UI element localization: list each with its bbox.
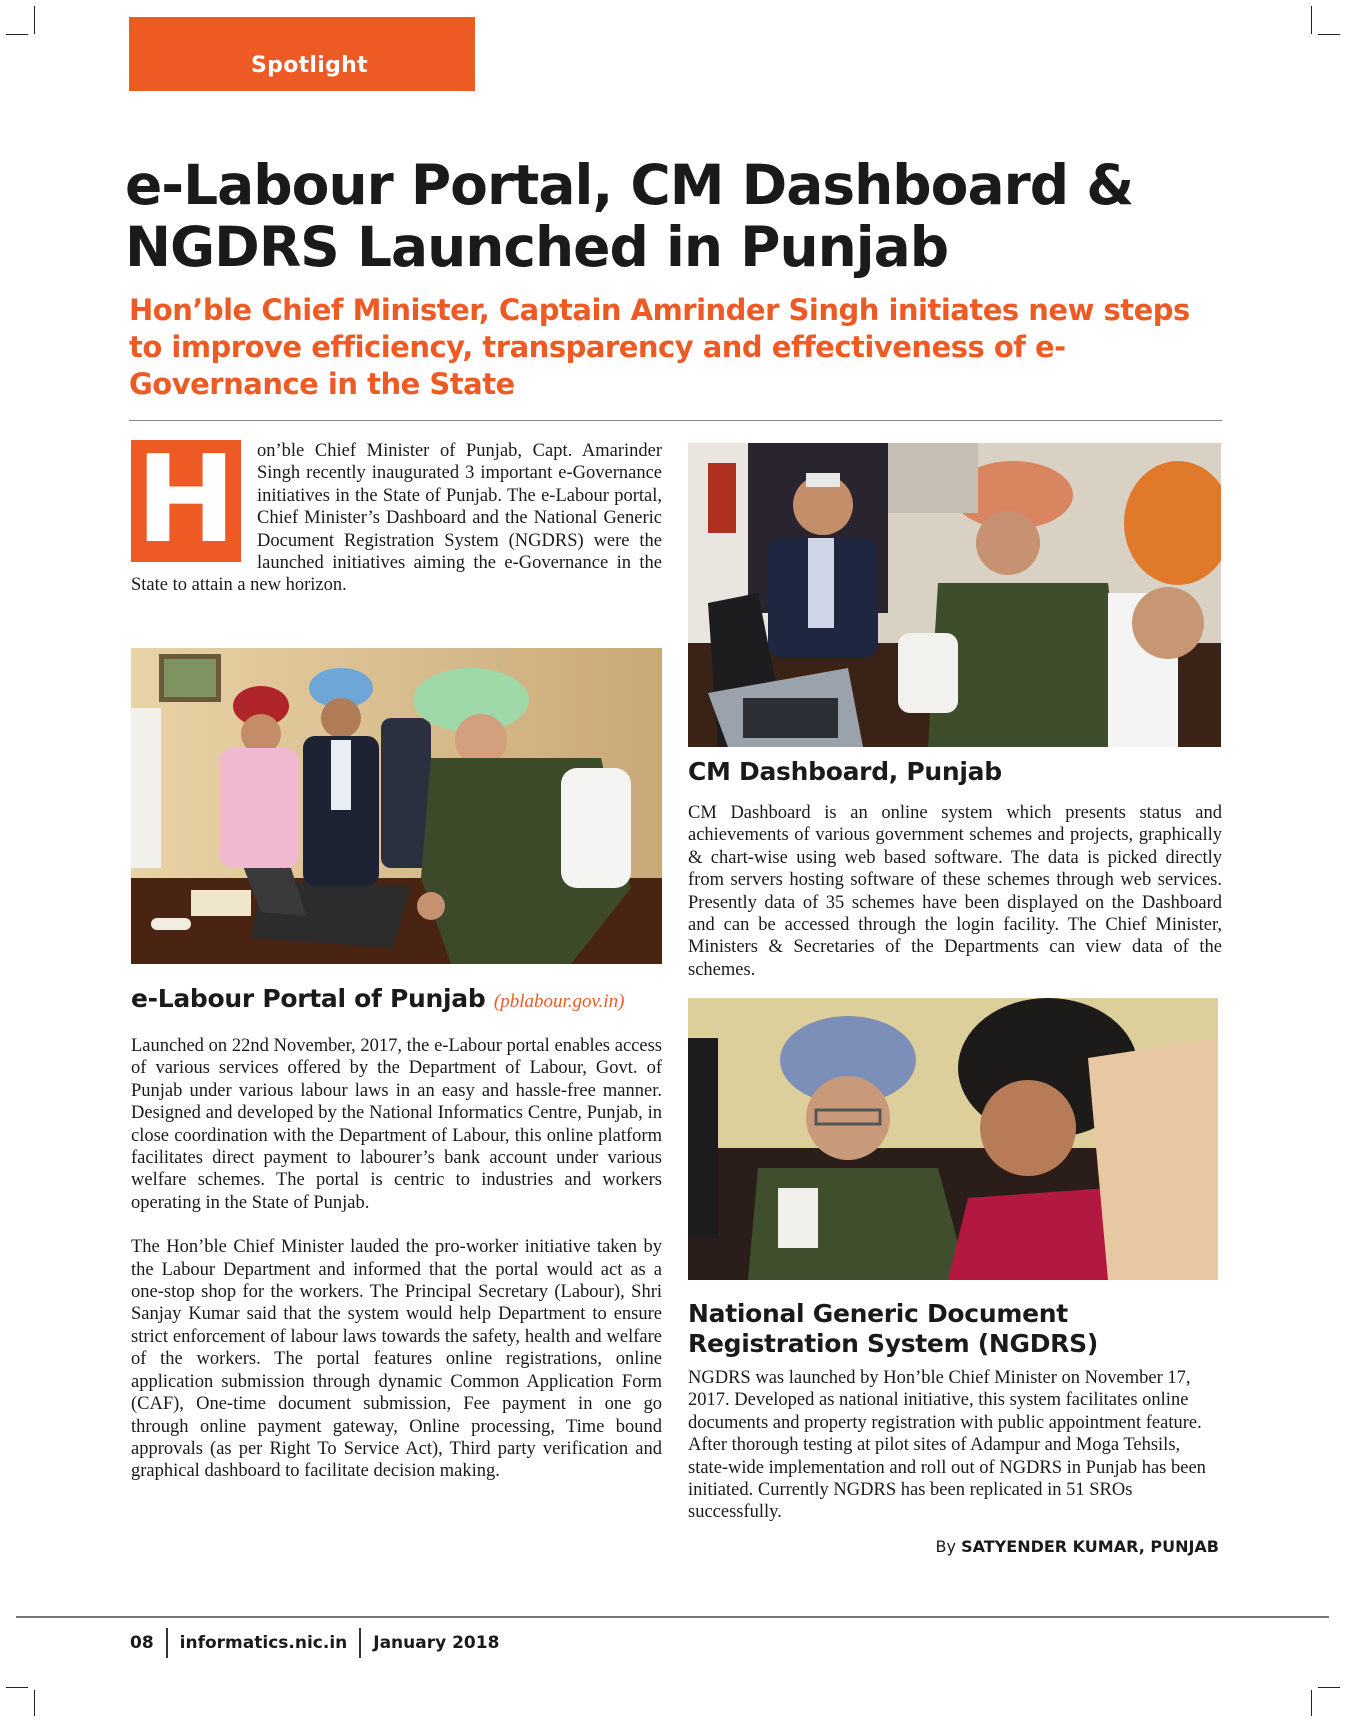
crop-mark [1318, 1687, 1340, 1688]
drop-cap: H [131, 440, 241, 562]
cm-dashboard-section [688, 757, 1222, 981]
ngdrs-section [688, 1299, 1222, 1524]
footer-separator [166, 1628, 168, 1658]
byline-prefix: By [935, 1537, 956, 1556]
crop-mark [6, 1687, 28, 1688]
elabour-section [131, 984, 662, 1483]
section-label: Spotlight [251, 53, 368, 78]
ngdrs-photo [688, 998, 1218, 1280]
cm-dashboard-paragraph: CM Dashboard is an online system which presents status and achievements of various government schemes and projects, graphically & chart-wise using web based software. The data is picked directly from servers hosting software of these schemes through web services. Presently data of 35 schemes have been displayed on the Dashboard and can be accessed through the login facility. The Chief Minister, Ministers & Secretaries of the Departments can view data of the schemes. [688, 803, 1222, 980]
intro-text: on’ble Chief Minister of Punjab, Capt. Amarinder Singh recently inaugurated 3 important e-Governance initiatives in the State of Punjab. The e-Labour portal, Chief Minister’s Dashboard and the National Generic Document Registration System (NGDRS) were the launched initiatives aiming the e-Governance in the State to attain a new horizon. [131, 441, 662, 596]
page-footer [130, 1628, 499, 1658]
elabour-paragraph-1: Launched on 22nd November, 2017, the e-Labour portal enables access of various services offered by the Department of Labour, Govt. of Punjab under various labour laws in an easy and hassle-free manner. Designed and developed by the National Informatics Centre, Punjab, in close coordination with the Department of Labour, this online platform facilitates direct payment to labourer’s bank account under various welfare schemes. The portal is centric to industries and workers operating in the State of Punjab. [131, 1036, 662, 1213]
intro-block [131, 431, 662, 597]
byline-author: SATYENDER KUMAR, PUNJAB [961, 1537, 1219, 1556]
elabour-url: (pblabour.gov.in) [493, 991, 625, 1012]
subheadline: Hon’ble Chief Minister, Captain Amrinder Singh initiates new steps to improve efficiency, transparency and effectiveness of e-Governance in the State [129, 293, 1190, 401]
section-tab [129, 17, 475, 91]
byline [936, 1537, 1219, 1556]
crop-mark [6, 34, 28, 35]
elabour-launch-photo [131, 648, 662, 964]
elabour-title [131, 984, 662, 1017]
elabour-paragraph-2: The Hon’ble Chief Minister lauded the pro-worker initiative taken by the Labour Department and informed that the portal would act as a one-stop shop for the workers. The Principal Secretary (Labour), Shri Sanjay Kumar said that the system would help Department to ensure strict enforcement of labour laws towards the safety, health and welfare of the workers. The portal features online registrations, online application submission through dynamic Common Application Form (CAF), One-time document submission, Fee payment in one go through online payment gateway, Online processing, Time bound approvals (as per Right To Service Act), Third party verification and graphical dashboard to facilitate decision making. [131, 1237, 662, 1482]
header-rule [129, 420, 1222, 421]
footer-site: informatics.nic.in [179, 1633, 348, 1653]
ngdrs-title: National Generic Document Registration System (NGDRS) [688, 1299, 1098, 1358]
crop-mark [1318, 34, 1340, 35]
ngdrs-paragraph: NGDRS was launched by Hon’ble Chief Minister on November 17, 2017. Developed as national initiative, this system facilitates online documents and property registration with public appointment feature. After thorough testing at pilot sites of Adampur and Moga Tehsils, state-wide implementation and roll out of NGDRS in Punjab has been initiated. Currently NGDRS has been replicated in 51 SROs successfully. [688, 1368, 1206, 1523]
crop-mark [1311, 6, 1312, 34]
headline: e-Labour Portal, CM Dashboard & NGDRS Launched in Punjab [125, 153, 1134, 279]
footer-separator [359, 1628, 361, 1658]
crop-mark [34, 1690, 35, 1716]
crop-mark [1311, 1690, 1312, 1716]
cm-dashboard-photo [688, 443, 1221, 747]
cm-dashboard-title: CM Dashboard, Punjab [688, 757, 1002, 786]
page-number: 08 [130, 1633, 154, 1653]
intro-paragraph [131, 431, 662, 597]
footer-rule [16, 1616, 1329, 1618]
elabour-title-text: e-Labour Portal of Punjab [131, 984, 486, 1013]
crop-mark [34, 6, 35, 34]
footer-issue: January 2018 [373, 1633, 500, 1653]
